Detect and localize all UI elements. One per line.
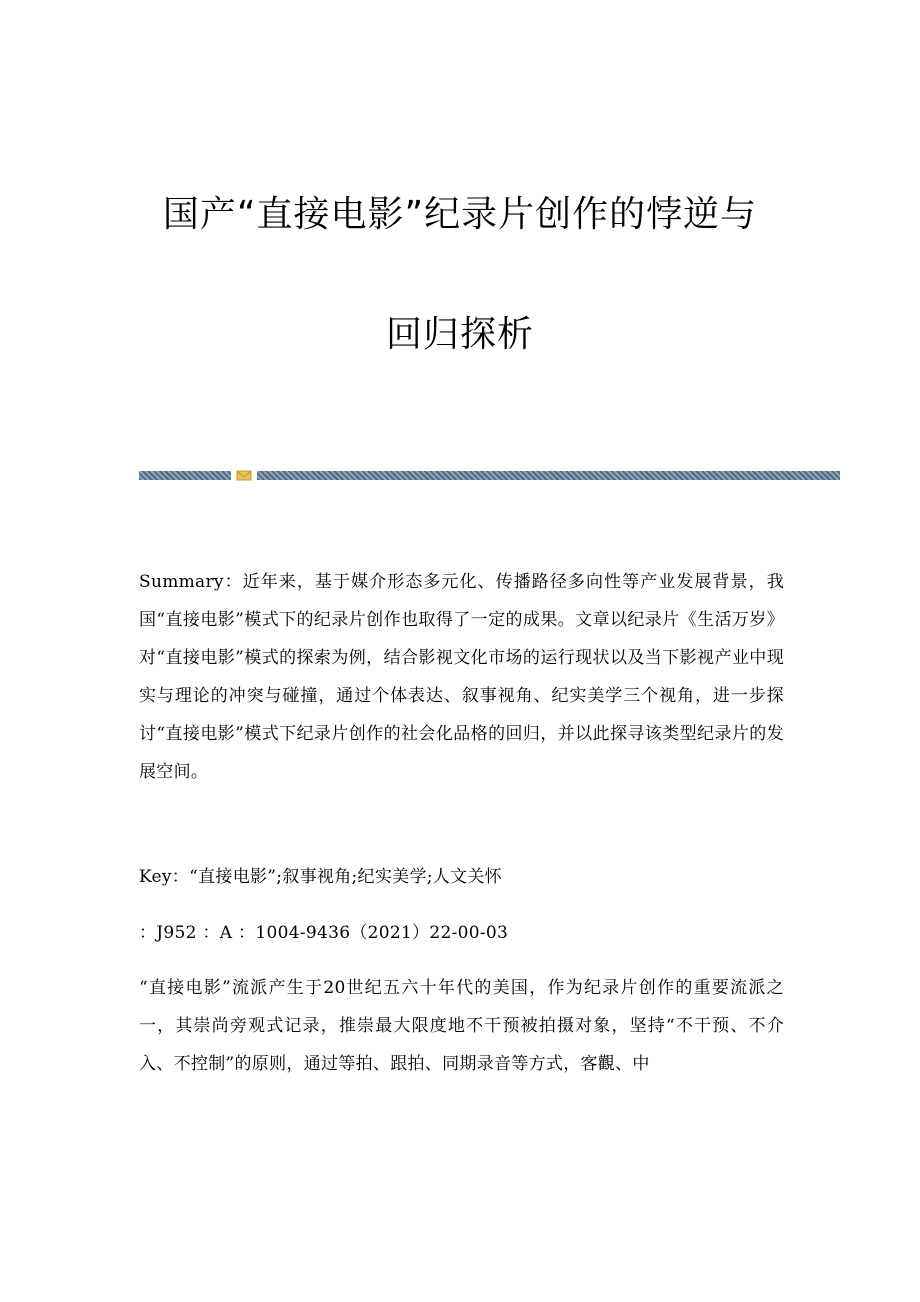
- classification-line: ：J952 ：A ：1004-9436（2021）22-00-03: [139, 923, 509, 943]
- summary-paragraph: Summary：近年来，基于媒介形态多元化、传播路径多向性等产业发展背景，我国“直接电影”模式下的纪录片创作也取得了一定的成果。文章以纪录片《生活万岁》对“直接电影”模式的探索为例，结合影视文化市场的运行现状以及当下影视产业中现实与理论的冲突与碰撞，通过个体表达、叙事视角、纪实美学三个视角，进一步探讨“直接电影”模式下纪录片创作的社会化品格的回归，并以此探寻该类型纪录片的发展空间。: [139, 572, 784, 782]
- body-paragraph: “直接电影”流派产生于20世纪五六十年代的美国，作为纪录片创作的重要流派之一，其崇尚旁观式记录，推崇最大限度地不干预被拍摄对象，坚持“不干预、不介入、不控制”的原则，通过等拍、跟拍、同期录音等方式，客觀、中: [139, 978, 784, 1074]
- keywords-line: Key：“直接电影”;叙事视角;纪实美学;人文关怀: [139, 867, 502, 887]
- document-title-line-1: 国产“直接电影”纪录片创作的悖逆与: [162, 194, 758, 235]
- document-title-line-2: 回归探析: [385, 314, 534, 355]
- envelope-ornament-icon: [236, 469, 252, 482]
- title-divider-right: [257, 471, 840, 480]
- title-divider-left: [139, 471, 231, 480]
